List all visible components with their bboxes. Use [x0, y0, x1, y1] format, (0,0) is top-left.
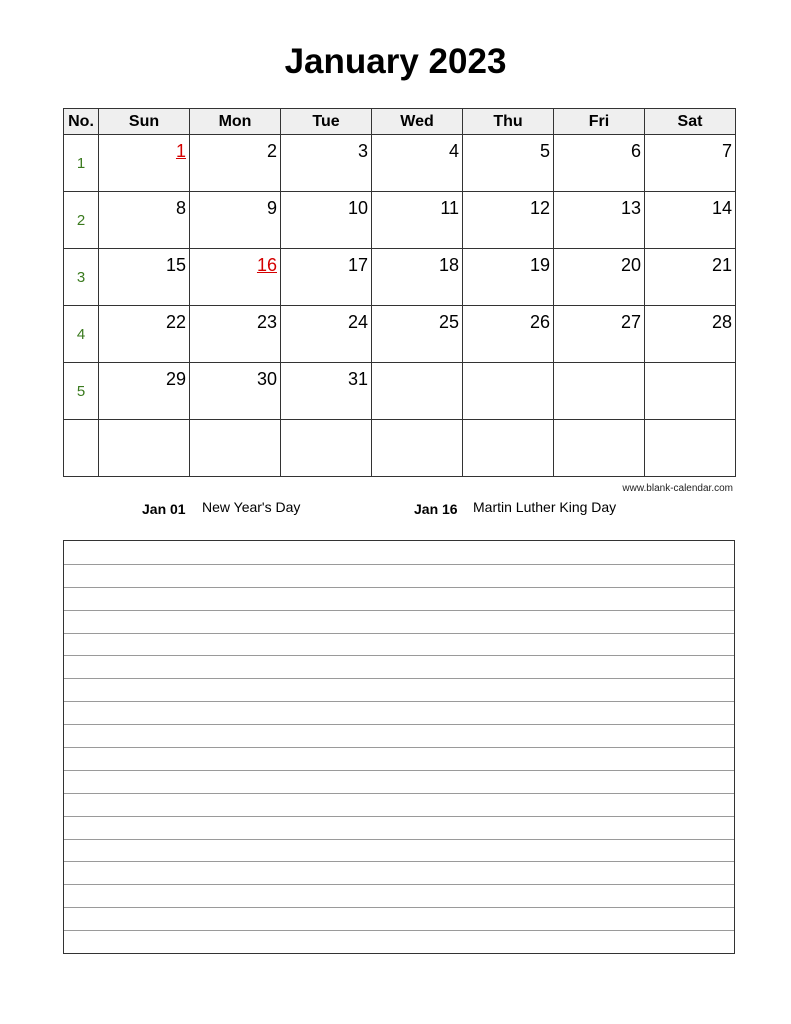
day-number: 16 [256, 255, 277, 275]
day-cell-wed[interactable] [372, 135, 463, 192]
week-row [64, 135, 736, 192]
day-cell-tue[interactable] [281, 249, 372, 306]
day-cell-thu[interactable] [463, 192, 554, 249]
day-number: 15 [165, 255, 186, 275]
day-cell-mon[interactable] [190, 192, 281, 249]
day-cell-tue[interactable] [281, 192, 372, 249]
day-cell-fri[interactable] [554, 420, 645, 477]
day-cell-sun[interactable] [99, 420, 190, 477]
week-row [64, 363, 736, 420]
day-number: 20 [620, 255, 641, 275]
day-number: 1 [175, 141, 186, 161]
note-line [64, 793, 734, 794]
day-number: 30 [256, 369, 277, 389]
notes-area[interactable] [63, 540, 735, 954]
week-number: 1 [64, 135, 99, 192]
week-row [64, 192, 736, 249]
calendar-title: January 2023 [284, 42, 507, 81]
day-number: 8 [175, 198, 186, 218]
week-row [64, 249, 736, 306]
day-number: 7 [721, 141, 732, 161]
day-cell-sun[interactable] [99, 192, 190, 249]
day-number: 9 [266, 198, 277, 218]
note-line [64, 610, 734, 611]
day-cell-fri[interactable] [554, 306, 645, 363]
day-number: 26 [529, 312, 550, 332]
day-number: 4 [448, 141, 459, 161]
day-cell-mon[interactable] [190, 306, 281, 363]
day-cell-thu[interactable] [463, 306, 554, 363]
day-number: 19 [529, 255, 550, 275]
day-number: 10 [347, 198, 368, 218]
day-cell-fri[interactable] [554, 135, 645, 192]
day-cell-sun[interactable] [99, 363, 190, 420]
header-fri: Fri [554, 109, 645, 135]
day-cell-sun[interactable] [99, 306, 190, 363]
header-thu: Thu [463, 109, 554, 135]
day-cell-tue[interactable] [281, 363, 372, 420]
day-number: 22 [165, 312, 186, 332]
holiday-date: Jan 16 [414, 501, 458, 517]
day-number: 31 [347, 369, 368, 389]
week-number [64, 420, 99, 477]
week-row [64, 420, 736, 477]
note-line [64, 930, 734, 931]
day-cell-wed[interactable] [372, 192, 463, 249]
day-number: 29 [165, 369, 186, 389]
week-number: 5 [64, 363, 99, 420]
week-number: 2 [64, 192, 99, 249]
day-number: 24 [347, 312, 368, 332]
day-cell-sun[interactable] [99, 249, 190, 306]
week-number: 4 [64, 306, 99, 363]
header-sat: Sat [645, 109, 736, 135]
note-line [64, 701, 734, 702]
day-number: 25 [438, 312, 459, 332]
note-line [64, 861, 734, 862]
day-cell-thu[interactable] [463, 249, 554, 306]
header-wed: Wed [372, 109, 463, 135]
day-number: 13 [620, 198, 641, 218]
day-cell-tue[interactable] [281, 420, 372, 477]
week-number: 3 [64, 249, 99, 306]
calendar-grid [63, 108, 736, 477]
holiday-date: Jan 01 [142, 501, 186, 517]
day-cell-sat[interactable] [645, 306, 736, 363]
day-number: 11 [440, 198, 459, 218]
day-cell-thu[interactable] [463, 135, 554, 192]
header-row [64, 109, 736, 135]
day-cell-mon[interactable] [190, 363, 281, 420]
note-line [64, 884, 734, 885]
day-cell-wed[interactable] [372, 306, 463, 363]
day-cell-sat[interactable] [645, 420, 736, 477]
day-cell-thu[interactable] [463, 420, 554, 477]
holiday-name: New Year's Day [202, 499, 301, 515]
header-sun: Sun [99, 109, 190, 135]
week-row [64, 306, 736, 363]
note-line [64, 655, 734, 656]
note-line [64, 564, 734, 565]
day-cell-fri[interactable] [554, 363, 645, 420]
day-cell-fri[interactable] [554, 249, 645, 306]
note-line [64, 724, 734, 725]
day-number: 12 [529, 198, 550, 218]
day-cell-sat[interactable] [645, 135, 736, 192]
day-cell-sat[interactable] [645, 249, 736, 306]
day-number: 5 [539, 141, 550, 161]
day-cell-mon[interactable] [190, 249, 281, 306]
day-number: 18 [438, 255, 459, 275]
day-cell-wed[interactable] [372, 249, 463, 306]
note-line [64, 907, 734, 908]
day-cell-tue[interactable] [281, 135, 372, 192]
day-cell-wed[interactable] [372, 363, 463, 420]
day-number: 3 [357, 141, 368, 161]
day-cell-thu[interactable] [463, 363, 554, 420]
day-number: 23 [256, 312, 277, 332]
header-tue: Tue [281, 109, 372, 135]
holiday-name: Martin Luther King Day [473, 499, 617, 515]
note-line [64, 839, 734, 840]
note-line [64, 587, 734, 588]
day-cell-sat[interactable] [645, 363, 736, 420]
day-cell-tue[interactable] [281, 306, 372, 363]
day-cell-fri[interactable] [554, 192, 645, 249]
day-number: 27 [620, 312, 641, 332]
note-line [64, 678, 734, 679]
day-number: 28 [711, 312, 732, 332]
day-cell-wed[interactable] [372, 420, 463, 477]
note-line [64, 633, 734, 634]
day-cell-mon[interactable] [190, 135, 281, 192]
day-number: 17 [347, 255, 368, 275]
day-number: 14 [711, 198, 732, 218]
header-mon: Mon [190, 109, 281, 135]
note-line [64, 770, 734, 771]
holiday-list [0, 499, 791, 519]
note-line [64, 747, 734, 748]
website-url: www.blank-calendar.com [622, 483, 733, 494]
day-number: 21 [711, 255, 732, 275]
note-line [64, 816, 734, 817]
day-cell-sat[interactable] [645, 192, 736, 249]
day-number: 6 [630, 141, 641, 161]
day-cell-sun[interactable] [99, 135, 190, 192]
day-number: 2 [266, 141, 277, 161]
header-week-number: No. [64, 109, 99, 135]
day-cell-mon[interactable] [190, 420, 281, 477]
